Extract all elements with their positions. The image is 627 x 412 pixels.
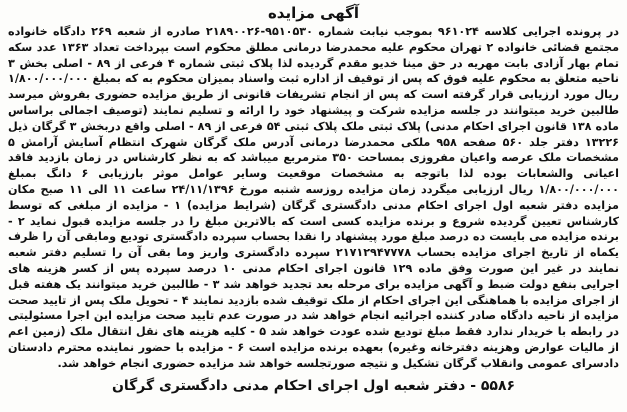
notice-paragraph: در پرونده اجرایی کلاسه ۹۶۱۰۲۴ بموجب نیابت شماره ۹۵۱۰۵۳۰-۲۱۸۹۰۰۲۶ صادره از شعبه ۲۶۹ دادگاه خانواده مجتمع قضائی خانواده ۲ تهران محکوم علیه محمدرضا درمانی مطلق محکوم است بپرداخت تعداد ۱۳۶۳ عدد سکه تمام بهار آزادی بابت مهریه در حق مینا خدیو مقدم گردیده لذا پلاک ثبتی شماره ۴ فرعی از ۸۹ - اصلی بخش ۳ ناحیه متعلق به محکوم علیه فوق که پس از توقیف از اداره ثبت واسناد بمیزان محکوم به که بمبلغ ۱/۸۰۰/۰۰۰/۰۰۰ ریال مورد ارزیابی قرار گرفته است که پس از انجام تشریفات قانونی از طریق مزایده حضوری بفروش میرسد طالبین خرید میتوانند در جلسه مزایده شرکت و پیشنهاد خود را ارائه و تسلیم نمایند (توصیف اجمالی براساس ماده ۱۳۸ قانون اجرای احکام مدنی) پلاک ثبتی ملک پلاک ثبتی ۵۴ فرعی از ۸۹ - اصلی واقع دربخش ۳ گرگان ذیل ۱۳۲۲۶ دفتر جلد ۵۶۰ صفحه ۹۵۸ ملکی محمدرضا درمانی آدرس ملک گرگان شهرک انتظام آسایش آرامش ۵ مشخصات ملک عرصه واعیان مفروزی بمساحت ۳۵۰ مترمربع میباشد که به نظر کارشناس در زمان بازدید فاقد اعیانی والشعابات بوده لذا باتوجه به مشخصات موقعیت وسایر عوامل موثر بارزیابی ۶ دانگ بمبلغ ۱/۸۰۰/۰۰۰/۰۰۰ ریال ارزیابی میگردد زمان مزایده روزسه شنبه مورخ ۲۴/۱۱/۱۳۹۶ ساعت ۱۱ الی ۱۱ صبح مکان مزایده دفتر شعبه اول اجرای احکام مدنی دادگستری گرگان (شرایط مزایده) ۱ - مزایده از مبلغی که توسط کارشناس تعیین گردیده شروع و برنده مزایده کسی است که بالاترین مبلغ را در جلسه مزایده قبول نماید ۲ - برنده مزایده می بایست ده درصد مبلغ مورد پیشنهاد را نقدا بحساب سپرده دادگستری تودیع ومابقی آن را ظرف یکماه از تاریخ اجرای مزایده بحساب ۲۱۷۱۲۹۴۷۷۷۸ سپرده دادگستری واریز وما بقی آن را تسلیم دفتر شعبه نمایند در غیر این صورت وفق ماده ۱۲۹ قانون اجرای احکام مدنی ۱۰ درصد سپرده پس از کسر هزینه های اجرایی بنفع دولت ضبط و آگهی مزایده برای مرحله بعد تجدید خواهد شد ۳ - طالبین خرید میتوانند یک هفته قبل از اجرای مزایده با هماهنگی این اجرای احکام از ملک توقیف شده بازدید نمایند ۴ - تحویل ملک پس از تایید صحت مزایده از ناحیه دادگاه صادر کننده اجرائیه انجام خواهد شد در صورت عدم تایید صحت مزایده این اجرا مسئولیتی در رابطه با خریدار ندارد فقط مبلغ تودیع شده عودت خواهد شد ۵ - کلیه هزینه های نقل انتقال ملک (زمین اعم از مالیات عوارض وهزینه دفترخانه وغیره) بعهده برنده مزایده است ۶ - مزایده با حضور نماینده محترم دادستان دادسرای عمومی وانقلاب گرگان تشکیل و نتیجه صورتجلسه خواهد شد مزایده حضوری انجام خواهد شد. xyxy=(8,25,620,370)
notice-footer: ۵۵۸۶ - دفتر شعبه اول اجرای احکام مدنی دادگستری گرگان xyxy=(111,377,516,394)
notice-title: آگهی مزایده xyxy=(267,4,360,22)
notice-body xyxy=(8,24,619,372)
